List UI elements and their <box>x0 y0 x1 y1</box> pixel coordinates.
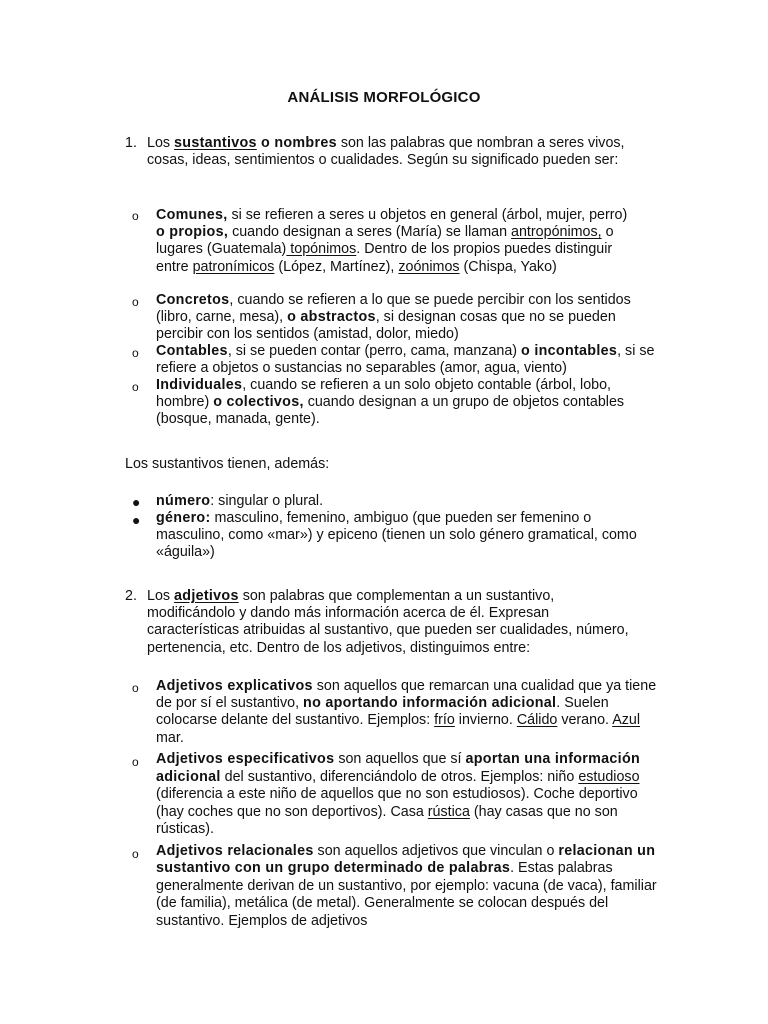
circle-bullet: o <box>132 209 139 223</box>
list-number-1: 1. <box>125 135 137 151</box>
sustantivo-comunes-item: Comunes, si se refieren a seres u objetos en general (árbol, mujer, perro) o propios, cuando designan a seres (María) se llaman antropónimos, o lugares (Guatemala) topónimos. Dentro de los propios puedes distinguir entre patronímicos (López, Martínez), zoónimos (Chispa, Yako) <box>156 207 628 275</box>
circle-bullet: o <box>132 346 139 360</box>
genero-item: género: masculino, femenino, ambiguo (que pueden ser femenino o masculino, como «mar») y epiceno (tienen un solo género gramatical, como «águila») <box>156 510 637 561</box>
circle-bullet: o <box>132 847 139 861</box>
adjetivos-relacionales-item: Adjetivos relacionales son aquellos adjetivos que vinculan o relacionan un sustantivo con un grupo determinado de palabras. Estas palabras generalmente derivan de un sustantivo, por ejemplo: vacuna (de vaca), familiar (de familia), metálica (de metal). Generalmente se colocan después del sustantivo. Ejemplos de adjetivos <box>156 843 657 929</box>
circle-bullet: o <box>132 380 139 394</box>
circle-bullet: o <box>132 681 139 695</box>
adjetivos-especificativos-item: Adjetivos especificativos son aquellos que sí aportan una información adicional del sustantivo, diferenciándolo de otros. Ejemplos: niño estudioso (diferencia a este niño de aquellos que no son estudiosos). Coche deportivo (hay coches que no son deportivos). Casa rústica (hay casas que no son rústicas). <box>156 751 641 838</box>
section-1-intro: Los sustantivos o nombres son las palabras que nombran a seres vivos, cosas, ideas, sentimientos o cualidades. Según su significado pueden ser: <box>147 135 625 169</box>
circle-bullet: o <box>132 295 139 309</box>
list-number-2: 2. <box>125 588 137 604</box>
section-2-intro: Los adjetivos son palabras que complementan a un sustantivo, modificándolo y dando más información acerca de él. Expresan características atribuidas al sustantivo, que pueden ser cualidades, número, pertenencia, etc. Dentro de los adjetivos, distinguimos entre: <box>147 588 629 656</box>
bullet-dot: ● <box>132 494 141 510</box>
sustantivos-ademas-paragraph: Los sustantivos tienen, además: <box>125 456 330 472</box>
bullet-dot: ● <box>132 512 141 528</box>
sustantivo-individuales-item: Individuales, cuando se refieren a un solo objeto contable (árbol, lobo, hombre) o colectivos, cuando designan a un grupo de objetos contables (bosque, manada, gente). <box>156 377 625 428</box>
sustantivo-contables-item: Contables, si se pueden contar (perro, cama, manzana) o incontables, si se refiere a objetos o sustancias no separables (amor, agua, viento) <box>156 343 655 377</box>
circle-bullet: o <box>132 755 139 769</box>
document-title: ANÁLISIS MORFOLÓGICO <box>287 89 481 106</box>
sustantivo-concretos-item: Concretos, cuando se refieren a lo que se puede percibir con los sentidos (libro, carne, mesa), o abstractos, si designan cosas que no se pueden percibir con los sentidos (amistad, dolor, miedo) <box>156 292 631 343</box>
adjetivos-explicativos-item: Adjetivos explicativos son aquellos que remarcan una cualidad que ya tiene de por sí el sustantivo, no aportando información adicional. Suelen colocarse delante del sustantivo. Ejemplos: frío invierno. Cálido verano. Azul mar. <box>156 678 657 746</box>
numero-item: número: singular o plural. <box>156 493 324 509</box>
